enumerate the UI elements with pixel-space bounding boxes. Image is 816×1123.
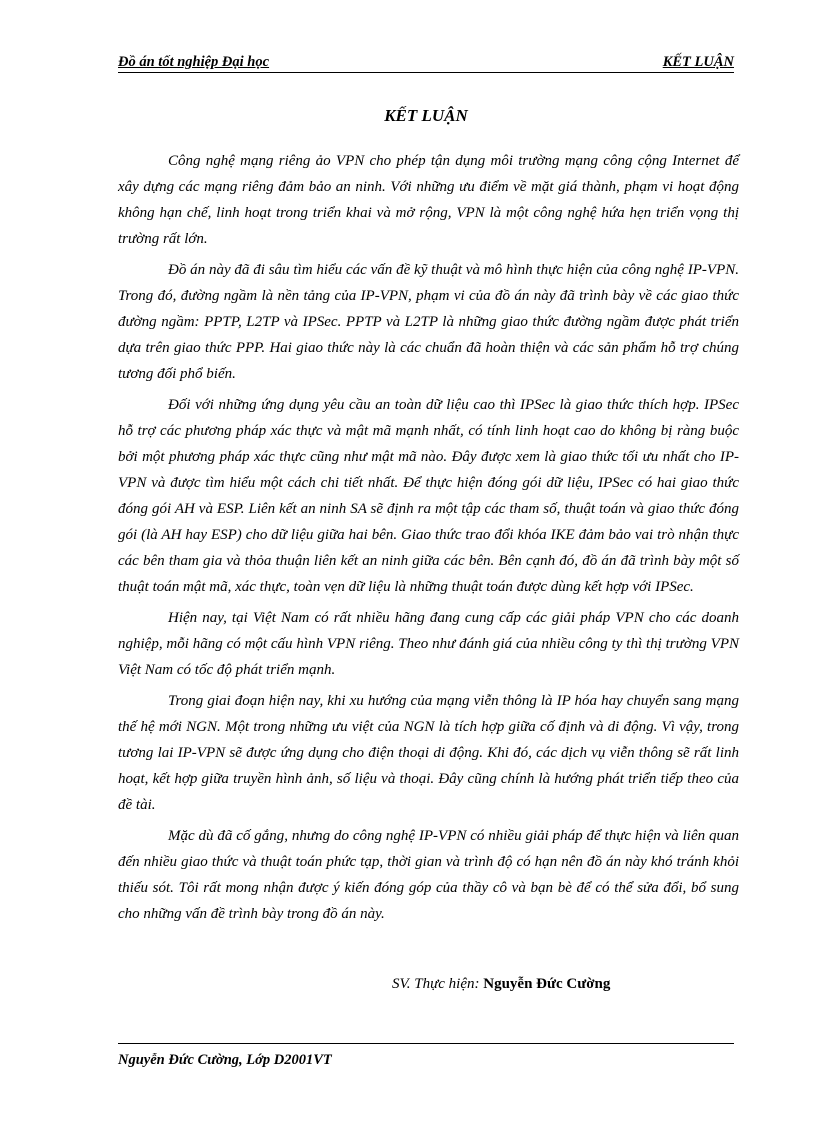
signature <box>392 976 610 993</box>
paragraph: Hiện nay, tại Việt Nam có rất nhiều hãng đang cung cấp các giải pháp VPN cho các doanh nghiệp, mỗi hãng có một cấu hình VPN riêng. Theo như đánh giá của nhiều công ty thì thị trường VPN Việt Nam có tốc độ phát triển mạnh. <box>118 610 739 678</box>
paragraph: Đối với những ứng dụng yêu cầu an toàn dữ liệu cao thì IPSec là giao thức thích hợp. IPSec hỗ trợ các phương pháp xác thực và mật mã mạnh nhất, có tính linh hoạt cao do không bị ràng buộc bởi một phương pháp xác thực cũng như mật mã nào. Đây được xem là giao thức tối ưu nhất cho IP-VPN và được tìm hiểu một cách chi tiết nhất. Để thực hiện đóng gói dữ liệu, IPSec có hai giao thức đóng gói AH và ESP. Liên kết an ninh SA sẽ định ra một tập các tham số, thuật toán và giao thức đóng gói (là AH hay ESP) cho dữ liệu giữa hai bên. Giao thức trao đổi khóa IKE đảm bảo vai trò nhận thực các bên tham gia và thỏa thuận liên kết an ninh giữa các bên. Bên cạnh đó, đồ án đã trình bày một số thuật toán mật mã, xác thực, toàn vẹn dữ liệu là những thuật toán được dùng kết hợp với IPSec. <box>118 397 739 595</box>
body-text <box>118 148 739 932</box>
page-header <box>118 52 734 73</box>
header-section-title: KẾT LUẬN <box>662 54 734 70</box>
paragraph: Công nghệ mạng riêng ảo VPN cho phép tận dụng môi trường mạng công cộng Internet để xây dựng các mạng riêng đảm bảo an ninh. Với những ưu điểm về mặt giá thành, phạm vi hoạt động không hạn chế, linh hoạt trong triển khai và mở rộng, VPN là một công nghệ hứa hẹn triển vọng thị trường rất lớn. <box>118 153 739 247</box>
paragraph: Đồ án này đã đi sâu tìm hiểu các vấn đề kỹ thuật và mô hình thực hiện của công nghệ IP-VPN. Trong đó, đường ngầm là nền tảng của IP-VPN, phạm vi của đồ án này đã trình bày về các giao thức đường ngầm: PPTP, L2TP và IPSec. PPTP và L2TP là những giao thức đường ngầm được phát triển dựa trên giao thức PPP. Hai giao thức này là các chuẩn đã hoàn thiện và các sản phẩm hỗ trợ chúng tương đối phổ biến. <box>118 262 739 382</box>
signature-label: SV. Thực hiện: <box>392 976 480 992</box>
page-footer: Nguyễn Đức Cường, Lớp D2001VT <box>118 1052 332 1068</box>
paragraph: Mặc dù đã cố gắng, nhưng do công nghệ IP-VPN có nhiều giải pháp để thực hiện và liên quan đến nhiều giao thức và thuật toán phức tạp, thời gian và trình độ có hạn nên đồ án này khó tránh khỏi thiếu sót. Tôi rất mong nhận được ý kiến đóng góp của thầy cô và bạn bè để có thể sửa đổi, bổ sung cho những vấn đề trình bày trong đồ án này. <box>118 828 739 922</box>
footer-divider <box>118 1043 734 1044</box>
paragraph: Trong giai đoạn hiện nay, khi xu hướng của mạng viễn thông là IP hóa hay chuyển sang mạng thế hệ mới NGN. Một trong những ưu việt của NGN là tích hợp giữa cố định và di động. Vì vậy, trong tương lai IP-VPN sẽ được ứng dụng cho điện thoại di động. Khi đó, các dịch vụ viễn thông sẽ rất linh hoạt, kết hợp giữa truyền hình ảnh, số liệu và thoại. Đây cũng chính là hướng phát triển tiếp theo của đề tài. <box>118 693 739 813</box>
page-title: KẾT LUẬN <box>384 106 468 125</box>
signature-name: Nguyễn Đức Cường <box>483 976 611 992</box>
header-document-type: Đồ án tốt nghiệp Đại học <box>118 54 270 70</box>
